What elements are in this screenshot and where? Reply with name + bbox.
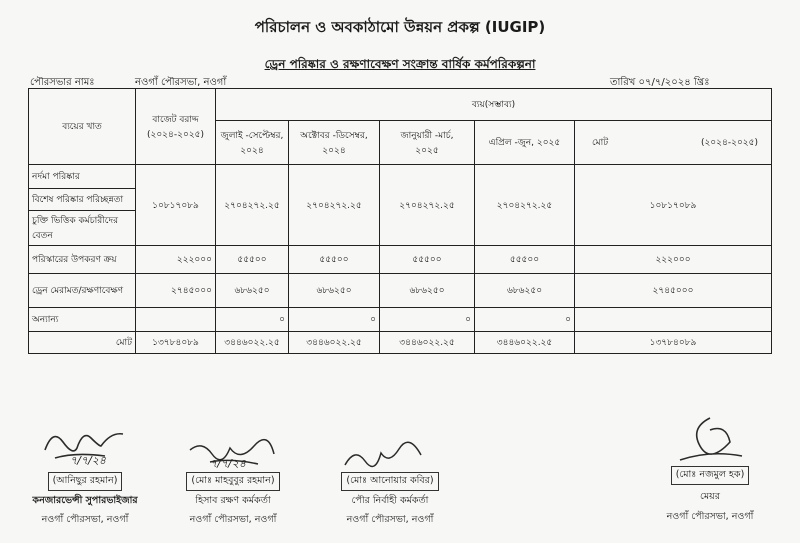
cell-total-q2: ৩৪৪৬০২২.২৫ [289, 332, 380, 354]
cell-others-q2: ০ [289, 308, 380, 332]
header-budget-line1: বাজেট বরাদ্দ [152, 114, 199, 125]
cell-total-budget: ১৩৭৮৪০৮৯ [136, 332, 216, 354]
cell-total-q1: ৩৪৪৬০২২.২৫ [216, 332, 289, 354]
cell-group1-budget: ১০৮১৭০৮৯ [136, 165, 216, 246]
cell-total-total: ১৩৭৮৪০৮৯ [575, 332, 772, 354]
header-q2-line2: ২০২৪ [322, 145, 346, 156]
header-total [575, 121, 772, 165]
header-total-year: (২০২৪-২০২৫) [700, 138, 758, 148]
header-q2-line1: অক্টোবর -ডিসেম্বর, [300, 130, 368, 141]
cell-group1-q2: ২৭০৪২৭২.২৫ [289, 165, 380, 246]
signature-block-2 [168, 472, 298, 528]
cell-repair-q2: ৬৮৬২৫০ [289, 274, 380, 308]
header-q2 [289, 121, 380, 165]
cell-repair-total: ২৭৪৫০০০ [575, 274, 772, 308]
cell-materials-q3: ৫৫৫০০ [380, 246, 475, 274]
header-q3-line2: ২০২৫ [415, 145, 439, 156]
cell-total-q3: ৩৪৪৬০২২.২৫ [380, 332, 475, 354]
signature-4-designation: মেয়র [700, 491, 720, 502]
signature-1-date: ৭/৭/২৪ [70, 454, 107, 467]
cell-others-q3: ০ [380, 308, 475, 332]
cell-others-total [575, 308, 772, 332]
cell-materials-q2: ৫৫৫০০ [289, 246, 380, 274]
document-title: পরিচালন ও অবকাঠামো উন্নয়ন প্রকল্প (IUGIP) [254, 18, 546, 36]
signature-2-office: নওগাঁ পৌরসভা, নওগাঁ [189, 514, 277, 525]
cell-group1-total: ১০৮১৭০৮৯ [575, 165, 772, 246]
cell-group1-q3: ২৭০৪২৭২.২৫ [380, 165, 475, 246]
cell-repair-q1: ৬৮৬২৫০ [216, 274, 289, 308]
header-q1-line1: জুলাই -সেপ্টেম্বর, [220, 130, 284, 141]
signature-3-designation: পৌর নির্বাহী কর্মকর্তা [351, 495, 429, 506]
signature-2-name: (মোঃ মাহবুবুর রহমান) [186, 472, 279, 491]
signature-block-3 [325, 472, 455, 528]
cell-repair-q4: ৬৮৬২৫০ [475, 274, 575, 308]
document-date: তারিখ ০৭/৭/২০২৪ খ্রিঃ [610, 77, 710, 88]
header-q4: এপ্রিল -জুন, ২০২৫ [475, 121, 575, 165]
row-label-others: অন্যান্য [29, 308, 136, 332]
cell-repair-q3: ৬৮৬২৫০ [380, 274, 475, 308]
row-label-total: মোট [29, 332, 136, 354]
signature-4-office: নওগাঁ পৌরসভা, নওগাঁ [666, 511, 754, 522]
cell-materials-q4: ৫৫৫০০ [475, 246, 575, 274]
cell-group1-q1: ২৭০৪২৭২.২৫ [216, 165, 289, 246]
header-budget-line2: (২০২৪-২০২৫) [146, 129, 205, 140]
cell-materials-budget: ২২২০০০ [136, 246, 216, 274]
header-expense-group: ব্যয়(সম্ভাব্য) [216, 89, 772, 121]
signature-2-designation: হিসাব রক্ষণ কর্মকর্তা [195, 495, 271, 506]
cell-repair-budget: ২৭৪৫০০০ [136, 274, 216, 308]
header-expense-head: ব্যয়ের খাত [29, 89, 136, 165]
budget-plan-table [28, 88, 772, 354]
document-subtitle: ড্রেন পরিষ্কার ও রক্ষণাবেক্ষণ সংক্রান্ত বার্ষিক কর্মপরিকল্পনা [264, 57, 536, 71]
row-label-cleaning-materials: পরিস্কারের উপকরণ ক্রয় [29, 246, 136, 274]
header-budget [136, 89, 216, 165]
row-label-drain-repair: ড্রেন মেরামত/রক্ষণাবেক্ষণ [29, 274, 136, 308]
municipality-value: নওগাঁ পৌরসভা, নওগাঁ [135, 77, 227, 88]
signature-1-office: নওগাঁ পৌরসভা, নওগাঁ [41, 514, 129, 525]
signature-2-date: ৭/৭/২৪ [210, 457, 247, 470]
header-q3 [380, 121, 475, 165]
signature-4-name: (মোঃ নজমুল হক) [671, 466, 750, 485]
signature-1-name: (আনিছুর রহমান) [48, 472, 123, 491]
header-q1-line2: ২০২৪ [240, 145, 264, 156]
signature-1-designation: কনজারভেন্সী সুপারভাইজার [32, 495, 138, 506]
cell-materials-total: ২২২০০০ [575, 246, 772, 274]
municipality-label: পৌরসভার নামঃ [30, 77, 95, 88]
signature-3-name: (মোঃ আনোয়ার কবির) [341, 472, 438, 491]
cell-others-q1: ০ [216, 308, 289, 332]
row-label-special-cleaning: বিশেষ পরিষ্কার পরিচ্ছন্নতা [29, 189, 136, 211]
row-label-drain-cleaning: নর্দমা পরিষ্কার [29, 165, 136, 189]
header-q1 [216, 121, 289, 165]
signature-3-icon [340, 440, 430, 475]
signature-4-icon [670, 410, 750, 470]
cell-others-budget [136, 308, 216, 332]
signature-block-1 [20, 472, 150, 528]
header-q3-line1: জানুয়ারী -মার্চ, [400, 130, 454, 141]
cell-others-q4: ০ [475, 308, 575, 332]
cell-total-q4: ৩৪৪৬০২২.২৫ [475, 332, 575, 354]
signature-block-4 [640, 466, 780, 525]
cell-group1-q4: ২৭০৪২৭২.২৫ [475, 165, 575, 246]
header-total-label: মোট [592, 138, 609, 148]
row-label-contract-salary: চুক্তি ভিত্তিক কর্মচারীদের বেতন [29, 211, 136, 246]
signature-3-office: নওগাঁ পৌরসভা, নওগাঁ [346, 514, 434, 525]
cell-materials-q1: ৫৫৫০০ [216, 246, 289, 274]
